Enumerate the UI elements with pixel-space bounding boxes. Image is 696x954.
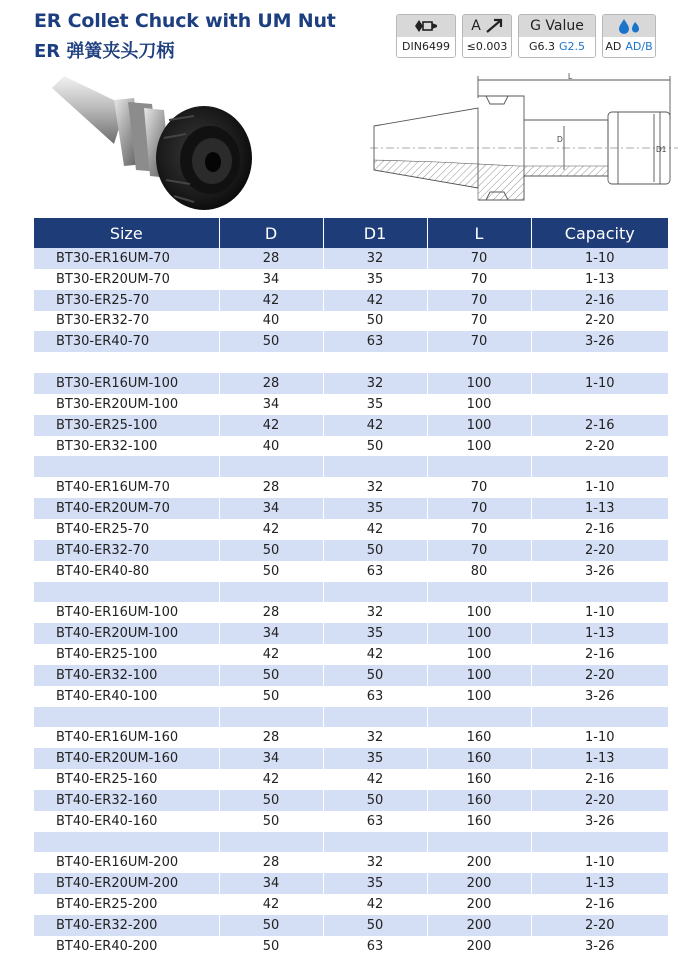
cell-d1: 32 xyxy=(323,852,427,873)
table-row xyxy=(34,936,668,954)
cell-l: 160 xyxy=(427,769,531,790)
cell-d1: 32 xyxy=(323,602,427,623)
table-row xyxy=(34,415,668,436)
drawing-label-d1: D1 xyxy=(656,145,667,154)
spec-badges xyxy=(396,14,656,58)
cell-l: 160 xyxy=(427,811,531,832)
cell-d xyxy=(219,456,323,477)
table-row xyxy=(34,769,668,790)
cell-l: 200 xyxy=(427,873,531,894)
cell-d: 50 xyxy=(219,790,323,811)
cell-size xyxy=(34,352,219,373)
page-title: ER Collet Chuck with UM Nut xyxy=(34,10,336,32)
table-row xyxy=(34,894,668,915)
cell-capacity: 1-13 xyxy=(531,873,668,894)
cell-size: BT30-ER20UM-100 xyxy=(34,394,219,415)
cell-l: 160 xyxy=(427,790,531,811)
cell-l: 100 xyxy=(427,665,531,686)
table-row xyxy=(34,456,668,477)
table-row xyxy=(34,623,668,644)
cell-capacity: 2-16 xyxy=(531,894,668,915)
table-row xyxy=(34,269,668,290)
spec-runout-label: A xyxy=(471,17,481,34)
cell-capacity xyxy=(531,394,668,415)
cell-capacity: 2-16 xyxy=(531,769,668,790)
table-row xyxy=(34,832,668,853)
cell-d xyxy=(219,707,323,728)
cell-capacity: 2-16 xyxy=(531,519,668,540)
cell-d1: 35 xyxy=(323,748,427,769)
cell-l: 100 xyxy=(427,415,531,436)
cell-d: 28 xyxy=(219,248,323,269)
table-row xyxy=(34,311,668,332)
cell-l: 200 xyxy=(427,936,531,954)
cell-size: BT40-ER32-70 xyxy=(34,540,219,561)
cell-l: 200 xyxy=(427,852,531,873)
cell-size: BT40-ER20UM-70 xyxy=(34,498,219,519)
cell-size: BT40-ER25-160 xyxy=(34,769,219,790)
cell-l: 70 xyxy=(427,248,531,269)
cell-capacity: 3-26 xyxy=(531,331,668,352)
spec-g-value-opt: G2.5 xyxy=(559,40,586,54)
cell-size xyxy=(34,832,219,853)
cell-d1: 32 xyxy=(323,248,427,269)
table-row xyxy=(34,644,668,665)
cell-d: 28 xyxy=(219,602,323,623)
cell-capacity: 1-13 xyxy=(531,269,668,290)
cell-l: 70 xyxy=(427,331,531,352)
cell-d1: 63 xyxy=(323,936,427,954)
cell-d: 42 xyxy=(219,519,323,540)
cell-size: BT40-ER32-200 xyxy=(34,915,219,936)
cell-capacity: 2-16 xyxy=(531,415,668,436)
cell-size: BT40-ER32-100 xyxy=(34,665,219,686)
table-row xyxy=(34,331,668,352)
cell-size: BT40-ER20UM-100 xyxy=(34,623,219,644)
cell-l xyxy=(427,352,531,373)
taper-standard-icon xyxy=(413,17,439,35)
cell-d: 34 xyxy=(219,498,323,519)
column-header-l: L xyxy=(427,218,531,248)
cell-d: 34 xyxy=(219,873,323,894)
cell-size: BT40-ER25-70 xyxy=(34,519,219,540)
cell-l: 70 xyxy=(427,519,531,540)
cell-d1: 63 xyxy=(323,561,427,582)
technical-drawing xyxy=(368,70,680,215)
cell-l: 70 xyxy=(427,540,531,561)
cell-d: 50 xyxy=(219,811,323,832)
cell-size: BT40-ER20UM-200 xyxy=(34,873,219,894)
cell-capacity: 1-10 xyxy=(531,852,668,873)
cell-l xyxy=(427,456,531,477)
cell-size xyxy=(34,707,219,728)
runout-arrow-icon xyxy=(485,18,503,34)
table-row xyxy=(34,436,668,457)
cell-capacity: 1-10 xyxy=(531,727,668,748)
cell-d1: 50 xyxy=(323,311,427,332)
cell-d: 28 xyxy=(219,727,323,748)
cell-capacity: 2-20 xyxy=(531,436,668,457)
table-row xyxy=(34,477,668,498)
cell-capacity: 2-20 xyxy=(531,665,668,686)
cell-capacity: 2-20 xyxy=(531,790,668,811)
cell-capacity: 2-16 xyxy=(531,290,668,311)
column-header-capacity: Capacity xyxy=(531,218,668,248)
cell-l: 70 xyxy=(427,269,531,290)
table-header-row xyxy=(34,218,668,248)
cell-d1: 50 xyxy=(323,665,427,686)
cell-d1: 32 xyxy=(323,373,427,394)
spec-coolant-opt: AD/B xyxy=(625,40,653,54)
cell-d1: 35 xyxy=(323,623,427,644)
table-row xyxy=(34,602,668,623)
cell-d1: 42 xyxy=(323,415,427,436)
cell-size: BT40-ER20UM-160 xyxy=(34,748,219,769)
table-row xyxy=(34,394,668,415)
cell-size: BT40-ER40-100 xyxy=(34,686,219,707)
cell-l xyxy=(427,707,531,728)
cell-l: 100 xyxy=(427,436,531,457)
cell-size: BT40-ER40-80 xyxy=(34,561,219,582)
cell-d1: 42 xyxy=(323,644,427,665)
cell-capacity: 3-26 xyxy=(531,686,668,707)
cell-size: BT30-ER16UM-70 xyxy=(34,248,219,269)
table-row xyxy=(34,852,668,873)
cell-capacity: 1-10 xyxy=(531,248,668,269)
cell-d1: 63 xyxy=(323,686,427,707)
cell-d1: 42 xyxy=(323,519,427,540)
cell-d: 42 xyxy=(219,644,323,665)
cell-capacity: 1-13 xyxy=(531,623,668,644)
cell-d: 34 xyxy=(219,394,323,415)
cell-d1: 42 xyxy=(323,769,427,790)
spec-standard-value: DIN6499 xyxy=(402,40,450,54)
table-row xyxy=(34,582,668,603)
drawing-label-d: D xyxy=(557,135,563,144)
cell-capacity xyxy=(531,352,668,373)
cell-capacity: 1-10 xyxy=(531,602,668,623)
cell-d xyxy=(219,352,323,373)
column-header-d: D xyxy=(219,218,323,248)
cell-l: 100 xyxy=(427,394,531,415)
coolant-drops-icon xyxy=(617,17,641,35)
table-row xyxy=(34,561,668,582)
cell-d: 50 xyxy=(219,540,323,561)
cell-d1: 63 xyxy=(323,331,427,352)
table-row xyxy=(34,498,668,519)
cell-d1: 35 xyxy=(323,498,427,519)
cell-size: BT40-ER16UM-70 xyxy=(34,477,219,498)
cell-capacity: 2-16 xyxy=(531,644,668,665)
table-row xyxy=(34,727,668,748)
cell-size: BT30-ER32-70 xyxy=(34,311,219,332)
cell-l: 200 xyxy=(427,894,531,915)
cell-size: BT40-ER16UM-100 xyxy=(34,602,219,623)
cell-size: BT40-ER16UM-200 xyxy=(34,852,219,873)
cell-d: 50 xyxy=(219,915,323,936)
cell-capacity: 2-20 xyxy=(531,540,668,561)
cell-l: 200 xyxy=(427,915,531,936)
cell-capacity xyxy=(531,456,668,477)
cell-d1: 35 xyxy=(323,873,427,894)
cell-capacity: 1-10 xyxy=(531,373,668,394)
cell-d: 50 xyxy=(219,686,323,707)
cell-d: 28 xyxy=(219,373,323,394)
table-row xyxy=(34,748,668,769)
cell-capacity: 2-20 xyxy=(531,311,668,332)
cell-l: 100 xyxy=(427,644,531,665)
table-body xyxy=(34,248,668,954)
table-row xyxy=(34,540,668,561)
table-row xyxy=(34,790,668,811)
cell-l: 100 xyxy=(427,373,531,394)
column-header-d1: D1 xyxy=(323,218,427,248)
cell-d: 50 xyxy=(219,936,323,954)
cell-l xyxy=(427,582,531,603)
cell-l: 160 xyxy=(427,748,531,769)
cell-d: 42 xyxy=(219,415,323,436)
spec-runout-value: ≤0.003 xyxy=(466,40,508,54)
cell-size: BT40-ER32-160 xyxy=(34,790,219,811)
cell-size xyxy=(34,456,219,477)
cell-d1 xyxy=(323,832,427,853)
page-subtitle-cn: ER 弹簧夹头刀柄 xyxy=(34,41,175,62)
cell-l: 100 xyxy=(427,623,531,644)
product-photo xyxy=(44,68,254,218)
cell-d1: 50 xyxy=(323,436,427,457)
cell-d1: 50 xyxy=(323,790,427,811)
spec-coolant-std: AD xyxy=(605,40,622,54)
cell-d: 34 xyxy=(219,623,323,644)
cell-capacity xyxy=(531,707,668,728)
table-row xyxy=(34,873,668,894)
cell-l: 70 xyxy=(427,498,531,519)
cell-d1: 42 xyxy=(323,894,427,915)
cell-d1: 50 xyxy=(323,915,427,936)
cell-capacity: 3-26 xyxy=(531,936,668,954)
table-row xyxy=(34,373,668,394)
cell-capacity: 3-26 xyxy=(531,561,668,582)
cell-l: 70 xyxy=(427,477,531,498)
spec-standard xyxy=(396,14,456,58)
cell-size: BT40-ER16UM-160 xyxy=(34,727,219,748)
cell-size: BT40-ER40-200 xyxy=(34,936,219,954)
cell-size: BT40-ER40-160 xyxy=(34,811,219,832)
cell-d: 42 xyxy=(219,769,323,790)
cell-size: BT30-ER40-70 xyxy=(34,331,219,352)
cell-d1 xyxy=(323,582,427,603)
cell-d1: 50 xyxy=(323,540,427,561)
column-header-size: Size xyxy=(34,218,219,248)
cell-d: 42 xyxy=(219,894,323,915)
cell-d1: 32 xyxy=(323,727,427,748)
cell-size: BT30-ER16UM-100 xyxy=(34,373,219,394)
cell-d: 50 xyxy=(219,331,323,352)
spec-g-value-std: G6.3 xyxy=(528,40,555,54)
cell-l: 100 xyxy=(427,686,531,707)
cell-d: 40 xyxy=(219,436,323,457)
cell-d: 42 xyxy=(219,290,323,311)
cell-l: 70 xyxy=(427,290,531,311)
cell-size: BT30-ER32-100 xyxy=(34,436,219,457)
cell-capacity: 1-13 xyxy=(531,498,668,519)
spec-coolant xyxy=(602,14,656,58)
cell-size: BT40-ER25-100 xyxy=(34,644,219,665)
cell-d1: 42 xyxy=(323,290,427,311)
cell-size xyxy=(34,582,219,603)
cell-d1 xyxy=(323,707,427,728)
table-row xyxy=(34,248,668,269)
table-row xyxy=(34,811,668,832)
cell-capacity: 1-13 xyxy=(531,748,668,769)
table-row xyxy=(34,290,668,311)
cell-d: 40 xyxy=(219,311,323,332)
spec-g-value xyxy=(518,14,596,58)
table-row xyxy=(34,519,668,540)
cell-d: 28 xyxy=(219,852,323,873)
cell-size: BT30-ER25-100 xyxy=(34,415,219,436)
table-row xyxy=(34,707,668,728)
cell-capacity xyxy=(531,582,668,603)
cell-capacity: 1-10 xyxy=(531,477,668,498)
cell-l: 160 xyxy=(427,727,531,748)
cell-l: 70 xyxy=(427,311,531,332)
cell-d: 34 xyxy=(219,748,323,769)
table-row xyxy=(34,352,668,373)
cell-size: BT40-ER25-200 xyxy=(34,894,219,915)
cell-d: 50 xyxy=(219,665,323,686)
cell-d1: 63 xyxy=(323,811,427,832)
drawing-label-l: L xyxy=(568,72,573,81)
cell-d: 50 xyxy=(219,561,323,582)
cell-d1: 35 xyxy=(323,394,427,415)
table-row xyxy=(34,665,668,686)
table-row xyxy=(34,915,668,936)
cell-d xyxy=(219,832,323,853)
cell-d: 34 xyxy=(219,269,323,290)
cell-d1 xyxy=(323,456,427,477)
cell-d: 28 xyxy=(219,477,323,498)
table-row xyxy=(34,686,668,707)
cell-l: 80 xyxy=(427,561,531,582)
cell-d1: 32 xyxy=(323,477,427,498)
cell-capacity: 3-26 xyxy=(531,811,668,832)
cell-size: BT30-ER25-70 xyxy=(34,290,219,311)
cell-d xyxy=(219,582,323,603)
spec-g-value-label: G Value xyxy=(530,17,584,34)
cell-capacity xyxy=(531,832,668,853)
cell-d1: 35 xyxy=(323,269,427,290)
spec-table xyxy=(34,218,668,954)
spec-runout xyxy=(462,14,512,58)
cell-d1 xyxy=(323,352,427,373)
cell-l: 100 xyxy=(427,602,531,623)
cell-size: BT30-ER20UM-70 xyxy=(34,269,219,290)
cell-l xyxy=(427,832,531,853)
cell-capacity: 2-20 xyxy=(531,915,668,936)
